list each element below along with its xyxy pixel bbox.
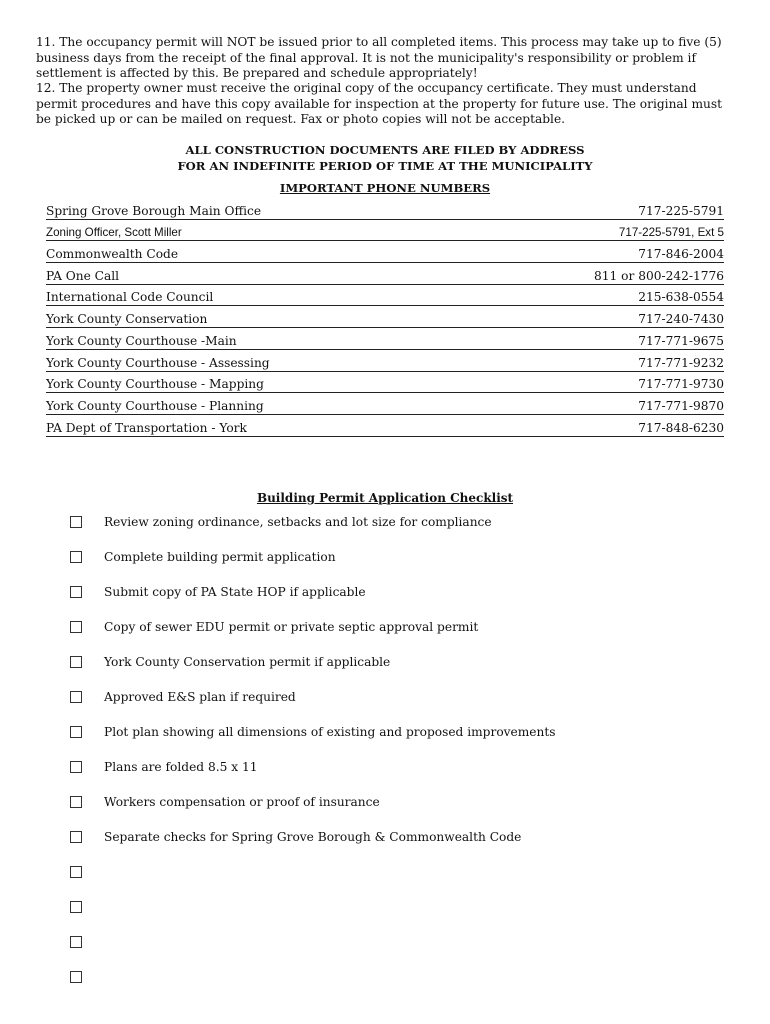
phone-row	[46, 415, 724, 437]
permit-checklist	[70, 512, 690, 1002]
phone-row	[46, 220, 724, 242]
phone-contact-name: International Code Council	[46, 290, 214, 305]
checklist-item	[70, 512, 690, 547]
checklist-item	[70, 687, 690, 722]
phone-row	[46, 263, 724, 285]
phone-number: 717-846-2004	[638, 247, 724, 262]
phone-contact-name: PA Dept of Transportation - York	[46, 420, 247, 435]
checklist-item-label: Plans are folded 8.5 x 11	[104, 760, 258, 774]
checklist-checkbox[interactable]	[70, 971, 82, 983]
checklist-item	[70, 582, 690, 617]
phone-contact-name: York County Courthouse -Main	[46, 333, 237, 348]
checklist-checkbox[interactable]	[70, 866, 82, 878]
filed-notice-line-2: FOR AN INDEFINITE PERIOD OF TIME AT THE MUNICIPALITY	[177, 159, 593, 173]
phone-contact-name: York County Courthouse - Mapping	[46, 377, 264, 392]
phone-contact-name: Zoning Officer, Scott Miller	[46, 226, 182, 240]
phone-numbers-title: IMPORTANT PHONE NUMBERS	[279, 181, 491, 195]
checklist-checkbox[interactable]	[70, 551, 82, 563]
phone-row	[46, 198, 724, 220]
checklist-item	[70, 827, 690, 862]
checklist-checkbox[interactable]	[70, 726, 82, 738]
checklist-checkbox[interactable]	[70, 936, 82, 948]
checklist-checkbox[interactable]	[70, 761, 82, 773]
phone-row	[46, 372, 724, 394]
checklist-item-label: Plot plan showing all dimensions of existing and proposed improvements	[104, 725, 556, 739]
phone-number: 717-225-5791	[638, 203, 724, 218]
phone-contact-name: Commonwealth Code	[46, 247, 179, 262]
phone-number: 717-771-9730	[638, 377, 724, 392]
checklist-item-label: Separate checks for Spring Grove Borough & Commonwealth Code	[104, 830, 522, 844]
checklist-checkbox[interactable]	[70, 621, 82, 633]
checklist-checkbox[interactable]	[70, 656, 82, 668]
checklist-item	[70, 897, 690, 932]
phone-number: 215-638-0554	[638, 290, 724, 305]
checklist-item-label: Review zoning ordinance, setbacks and lot size for compliance	[104, 515, 492, 529]
phone-number: 717-848-6230	[638, 420, 724, 435]
checklist-item	[70, 617, 690, 652]
checklist-item-label: Copy of sewer EDU permit or private septic approval permit	[104, 620, 479, 634]
filed-notice-line-1: ALL CONSTRUCTION DOCUMENTS ARE FILED BY ADDRESS	[185, 143, 585, 157]
phone-number: 717-771-9232	[638, 355, 724, 370]
phone-row	[46, 306, 724, 328]
checklist-item-label: Workers compensation or proof of insurance	[104, 795, 380, 809]
phone-contact-name: York County Conservation	[46, 312, 208, 327]
checklist-item	[70, 967, 690, 1002]
checklist-title: Building Permit Application Checklist	[256, 491, 514, 505]
checklist-item	[70, 757, 690, 792]
phone-contact-name: York County Courthouse - Planning	[46, 398, 264, 413]
checklist-checkbox[interactable]	[70, 831, 82, 843]
checklist-item-label: York County Conservation permit if applicable	[104, 655, 391, 669]
phone-number: 717-240-7430	[638, 312, 724, 327]
checklist-item	[70, 932, 690, 967]
checklist-item-label: Approved E&S plan if required	[104, 690, 296, 704]
checklist-checkbox[interactable]	[70, 796, 82, 808]
checklist-item	[70, 722, 690, 757]
phone-row	[46, 241, 724, 263]
phone-number: 717-771-9675	[638, 333, 724, 348]
phone-row	[46, 393, 724, 415]
checklist-item	[70, 547, 690, 582]
phone-number: 811 or 800-242-1776	[594, 268, 724, 283]
checklist-checkbox[interactable]	[70, 586, 82, 598]
checklist-checkbox[interactable]	[70, 516, 82, 528]
occupancy-permit-paragraph: 11. The occupancy permit will NOT be issued prior to all completed items. This process may take up to five (5) business days from the receipt of the final approval. It is not the municipality's responsibility or problem if settlement is affected by this. Be prepared and schedule appropriately!	[36, 35, 722, 81]
checklist-item-label: Submit copy of PA State HOP if applicable	[104, 585, 366, 599]
phone-numbers-list	[46, 198, 724, 437]
checklist-item	[70, 652, 690, 687]
phone-contact-name: PA One Call	[46, 268, 120, 283]
phone-row	[46, 285, 724, 307]
checklist-item	[70, 792, 690, 827]
checklist-item	[70, 862, 690, 897]
phone-contact-name: York County Courthouse - Assessing	[46, 355, 270, 370]
checklist-checkbox[interactable]	[70, 691, 82, 703]
phone-row	[46, 328, 724, 350]
phone-number: 717-771-9870	[638, 398, 724, 413]
phone-number: 717-225-5791, Ext 5	[618, 226, 724, 240]
original-copy-paragraph: 12. The property owner must receive the original copy of the occupancy certificate. They must understand permit procedures and have this copy available for inspection at the property for future use. The original must be picked up or can be mailed on request. Fax or photo copies will not be acceptable.	[36, 81, 723, 127]
checklist-checkbox[interactable]	[70, 901, 82, 913]
phone-row	[46, 350, 724, 372]
phone-contact-name: Spring Grove Borough Main Office	[46, 203, 262, 218]
checklist-item-label: Complete building permit application	[104, 550, 336, 564]
